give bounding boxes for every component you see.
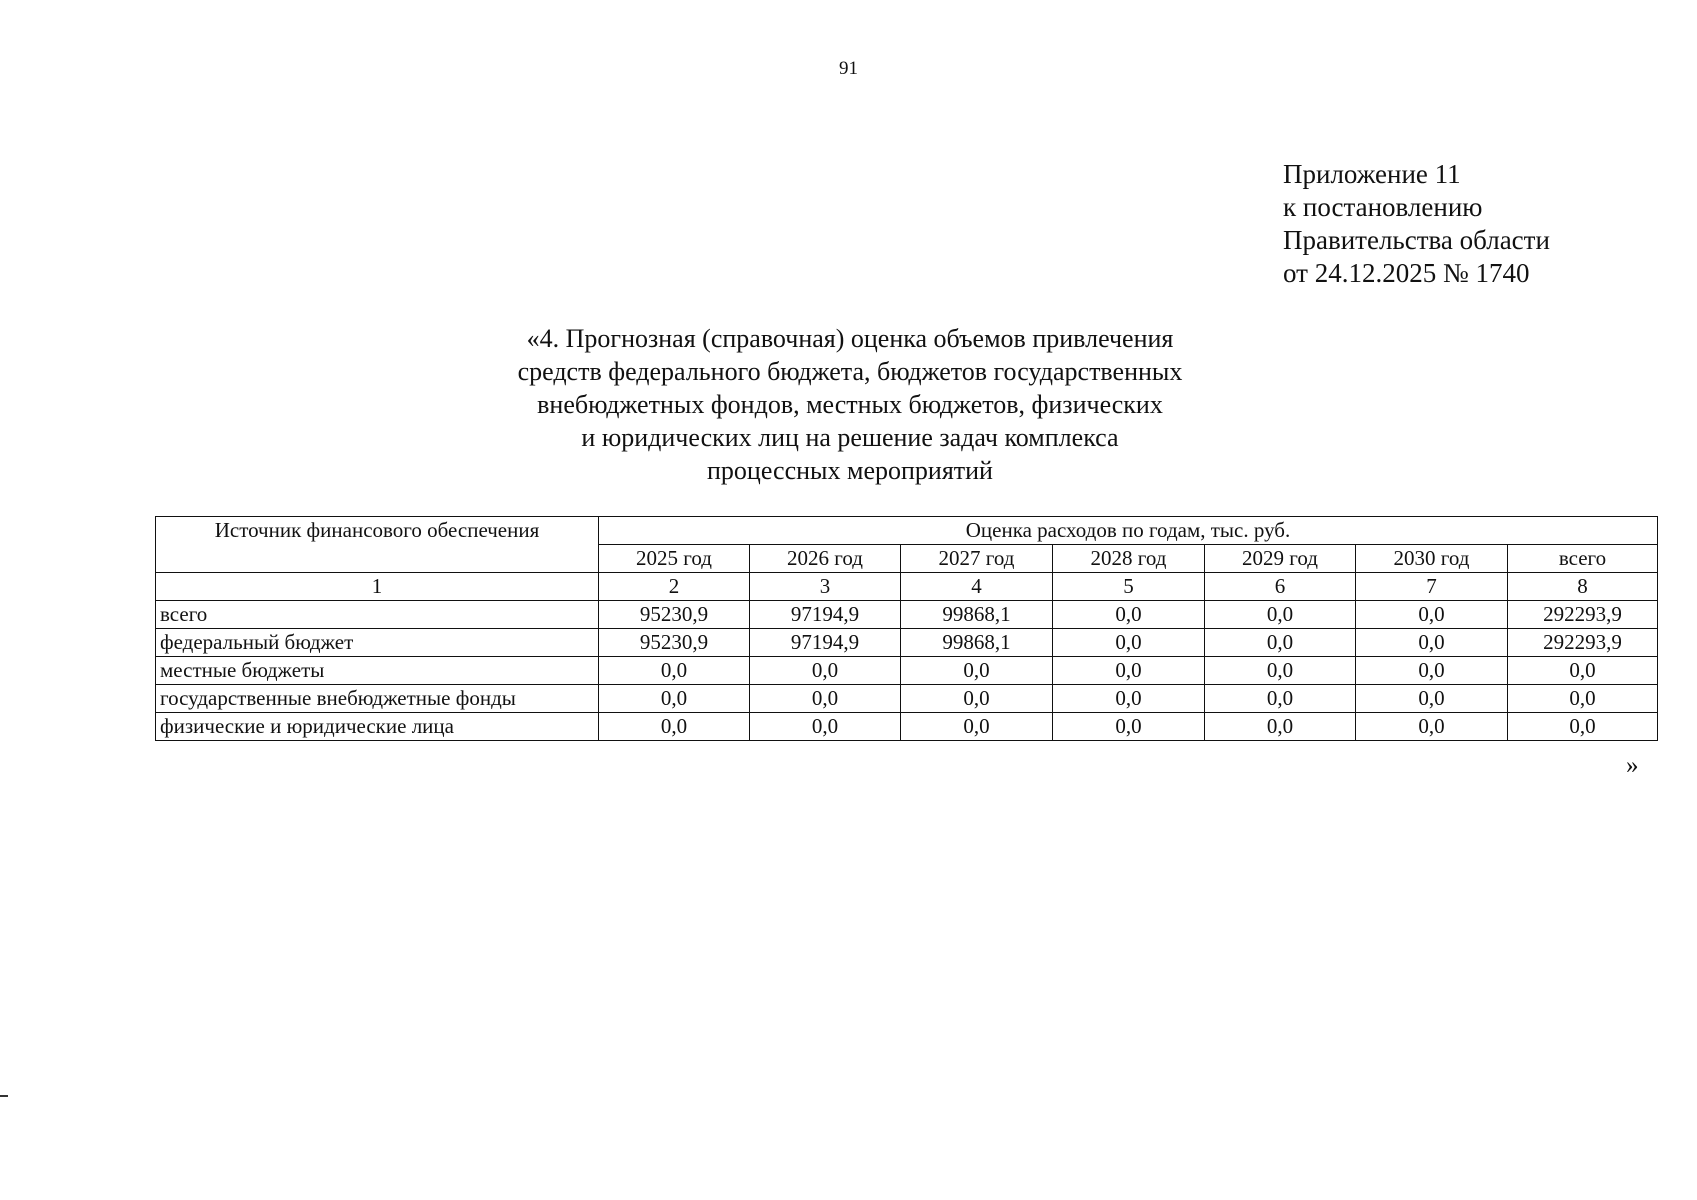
table-cell: 0,0 xyxy=(1356,601,1508,629)
table-row xyxy=(156,685,1658,713)
table-cell: 0,0 xyxy=(750,713,901,741)
appendix-resolution-line: к постановлению xyxy=(1283,192,1483,222)
table-cell: 0,0 xyxy=(1508,713,1658,741)
table-cell: 99868,1 xyxy=(901,601,1053,629)
table-cell: 0,0 xyxy=(1356,657,1508,685)
title-line: средств федерального бюджета, бюджетов государственных xyxy=(517,357,1183,386)
table-cell: 0,0 xyxy=(1356,713,1508,741)
column-number: 3 xyxy=(750,573,901,601)
table-cell: 0,0 xyxy=(1356,685,1508,713)
appendix-government-line: Правительства области xyxy=(1283,225,1550,255)
table-cell: 95230,9 xyxy=(599,601,750,629)
title-line: внебюджетных фондов, местных бюджетов, физических xyxy=(537,390,1163,419)
table-cell: 292293,9 xyxy=(1508,601,1658,629)
row-label: государственные внебюджетные фонды xyxy=(156,685,599,713)
table-cell: 0,0 xyxy=(750,657,901,685)
table-cell: 0,0 xyxy=(1205,685,1356,713)
row-label: местные бюджеты xyxy=(156,657,599,685)
page-number: 91 xyxy=(839,58,858,79)
table-cell: 0,0 xyxy=(1053,629,1205,657)
table-cell: 0,0 xyxy=(1508,685,1658,713)
table-cell: 0,0 xyxy=(1053,601,1205,629)
title-line: процессных мероприятий xyxy=(707,456,993,485)
table-row xyxy=(156,629,1658,657)
header-year-2029: 2029 год xyxy=(1205,545,1356,573)
header-source: Источник финансового обеспечения xyxy=(156,517,599,573)
table-row xyxy=(156,713,1658,741)
table-cell: 0,0 xyxy=(1205,601,1356,629)
title-line: «4. Прогнозная (справочная) оценка объемов привлечения xyxy=(526,324,1174,353)
column-number: 1 xyxy=(156,573,599,601)
column-number: 4 xyxy=(901,573,1053,601)
appendix-reference xyxy=(1283,158,1550,290)
table-cell: 0,0 xyxy=(1356,629,1508,657)
table-row xyxy=(156,657,1658,685)
table-header-row xyxy=(156,517,1658,545)
table-cell: 0,0 xyxy=(901,657,1053,685)
table-cell: 0,0 xyxy=(1205,629,1356,657)
financing-table xyxy=(155,516,1658,741)
appendix-title: Приложение 11 xyxy=(1283,159,1461,189)
table-cell: 99868,1 xyxy=(901,629,1053,657)
table-cell: 0,0 xyxy=(1053,657,1205,685)
table-cell: 0,0 xyxy=(750,685,901,713)
column-number: 5 xyxy=(1053,573,1205,601)
header-total: всего xyxy=(1508,545,1658,573)
scan-margin-mark xyxy=(0,1095,8,1097)
header-expense-estimate: Оценка расходов по годам, тыс. руб. xyxy=(599,517,1658,545)
table-cell: 0,0 xyxy=(1205,713,1356,741)
title-line: и юридических лиц на решение задач комплекса xyxy=(581,423,1119,452)
table-cell: 0,0 xyxy=(1508,657,1658,685)
table-cell: 0,0 xyxy=(1053,713,1205,741)
header-year-2027: 2027 год xyxy=(901,545,1053,573)
table-cell: 0,0 xyxy=(901,713,1053,741)
table-row xyxy=(156,601,1658,629)
header-year-2026: 2026 год xyxy=(750,545,901,573)
row-label: федеральный бюджет xyxy=(156,629,599,657)
appendix-date-number-line: от 24.12.2025 № 1740 xyxy=(1283,258,1530,288)
table-cell: 0,0 xyxy=(1053,685,1205,713)
table-cell: 95230,9 xyxy=(599,629,750,657)
table-cell: 0,0 xyxy=(599,713,750,741)
table-cell: 0,0 xyxy=(599,685,750,713)
header-year-2028: 2028 год xyxy=(1053,545,1205,573)
section-title xyxy=(390,322,1310,487)
table-cell: 0,0 xyxy=(1205,657,1356,685)
column-number-row xyxy=(156,573,1658,601)
header-year-2030: 2030 год xyxy=(1356,545,1508,573)
table-cell: 97194,9 xyxy=(750,629,901,657)
table-cell: 0,0 xyxy=(901,685,1053,713)
header-year-2025: 2025 год xyxy=(599,545,750,573)
row-label: всего xyxy=(156,601,599,629)
column-number: 7 xyxy=(1356,573,1508,601)
closing-quote: » xyxy=(1626,752,1639,779)
table-cell: 292293,9 xyxy=(1508,629,1658,657)
table-cell: 97194,9 xyxy=(750,601,901,629)
table-cell: 0,0 xyxy=(599,657,750,685)
column-number: 2 xyxy=(599,573,750,601)
column-number: 8 xyxy=(1508,573,1658,601)
row-label: физические и юридические лица xyxy=(156,713,599,741)
column-number: 6 xyxy=(1205,573,1356,601)
